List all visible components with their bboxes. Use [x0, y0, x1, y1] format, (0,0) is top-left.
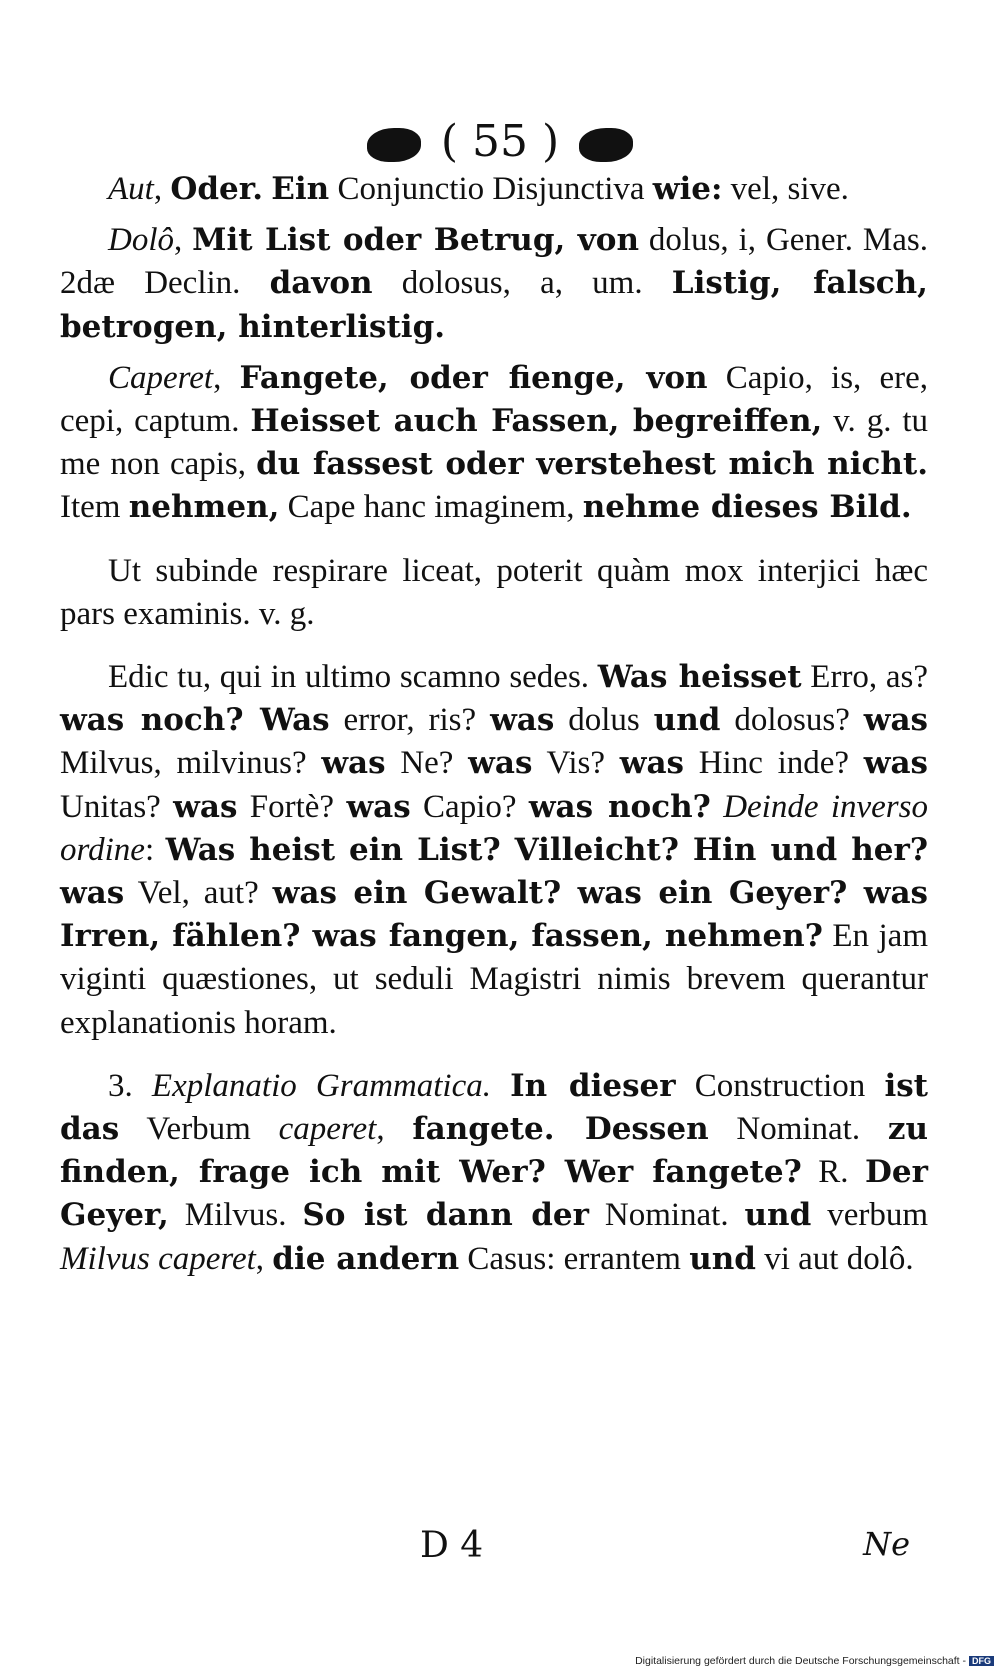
text-run: was	[619, 745, 684, 782]
text-run: was ein Gewalt? was ein Geyer? was Irren, fählen? was fangen, fassen, nehmen?	[60, 875, 928, 955]
paragraph-aut	[60, 168, 928, 211]
text-run: Fangete, oder fienge, von	[239, 359, 708, 396]
digitization-footer	[635, 1655, 994, 1667]
text-run: Deinde inverso ordine	[60, 788, 928, 868]
text-run: Item	[60, 489, 129, 526]
text-run: wie:	[652, 171, 723, 207]
text-run: Nominat.	[708, 1111, 888, 1148]
text-run: die andern	[272, 1240, 460, 1277]
text-run: was	[173, 788, 238, 825]
text-run: was noch?	[528, 788, 711, 825]
text-run: Listig, falsch, betrogen, hinterlistig.	[60, 265, 928, 345]
text-run: Heisset auch Fassen, begreiffen,	[250, 403, 823, 440]
text-run: davon	[269, 265, 373, 302]
text-run: v. g. tu me non capis,	[60, 403, 929, 483]
text-run: Oder.	[170, 171, 264, 207]
text-run: vel, sive.	[722, 171, 849, 207]
text-run: Milvus caperet	[60, 1240, 256, 1277]
text-run: Ut subinde respirare liceat, poterit quàm mox interjici hæc pars examinis. v. g.	[60, 552, 928, 632]
paragraph-edic	[60, 656, 928, 1045]
text-run: was	[490, 702, 555, 739]
ornament-left-icon	[367, 128, 421, 162]
text-run: Ein	[271, 171, 330, 207]
text-run: Edic tu, qui in ultimo scamno sedes.	[108, 659, 598, 696]
text-run: du fassest oder verstehest mich nicht.	[256, 446, 928, 483]
text-run: ,	[153, 171, 171, 207]
text-run: was	[321, 745, 386, 782]
text-run: ist das	[60, 1067, 928, 1148]
text-run: Erro, as?	[801, 659, 929, 696]
text-run: error, ris?	[329, 702, 491, 739]
text-run: dolus, i, Gener. Mas. 2dæ Declin.	[60, 222, 928, 302]
text-run: Explanatio Grammatica.	[151, 1067, 491, 1104]
dfg-logo: DFG	[969, 1656, 994, 1666]
text-run: Dolô	[108, 222, 174, 259]
text-run: Verbum	[119, 1111, 279, 1148]
text-run: nehme dieses Bild.	[582, 489, 912, 526]
text-run: En jam viginti quæstiones, ut seduli Magistri nimis brevem querantur explanationis horam.	[60, 918, 928, 1041]
page-header	[0, 112, 1000, 172]
text-run: dolosus?	[720, 702, 864, 739]
text-run: verbum	[811, 1197, 928, 1234]
page-number: ( 55 )	[440, 116, 560, 167]
text-run: Nominat.	[588, 1197, 745, 1234]
text-run: was	[346, 788, 411, 825]
text-run: nehmen,	[128, 489, 280, 526]
text-run: ,	[376, 1111, 413, 1148]
text-run: fangete. Dessen	[412, 1111, 709, 1148]
text-run: was	[468, 745, 533, 782]
text-run: was	[863, 745, 928, 782]
paragraph-dolo	[60, 219, 928, 349]
text-run: vi aut dolô.	[755, 1240, 914, 1277]
text-run: ,	[213, 359, 240, 396]
text-run: Conjunctio Disjunctiva	[329, 171, 653, 207]
text-run: zu finden, frage ich mit Wer? Wer fangete?	[60, 1111, 928, 1191]
text-run: was	[863, 702, 928, 739]
text-run: In dieser	[510, 1067, 676, 1104]
text-run: Capio?	[410, 788, 529, 825]
text-run: Der Geyer,	[60, 1154, 928, 1234]
text-run: Fortè?	[237, 788, 347, 825]
text-run: Cape hanc imaginem,	[279, 489, 583, 526]
paragraph-explanatio	[60, 1065, 928, 1281]
catchword: Ne	[863, 1525, 910, 1563]
text-run: und	[653, 702, 721, 739]
footer-text: Digitalisierung gefördert durch die Deutsche Forschungsgemeinschaft -	[635, 1655, 966, 1667]
text-run: dolosus, a, um.	[372, 265, 672, 302]
text-run: caperet	[278, 1111, 377, 1148]
text-run: So ist dann der	[302, 1197, 589, 1234]
text-run: Ne?	[385, 745, 469, 782]
text-run: Was heist ein List? Villeicht? Hin und her? was	[60, 831, 928, 912]
text-run: Capio, is, ere, cepi, captum.	[60, 359, 929, 440]
text-run: :	[144, 831, 166, 868]
page-bottom-marks	[0, 1525, 1000, 1575]
text-run: R.	[801, 1154, 866, 1191]
text-run: Hinc inde?	[684, 745, 864, 782]
paragraph-ut	[60, 550, 928, 636]
text-run: Unitas?	[60, 788, 174, 825]
text-run: Was heisset	[597, 659, 802, 696]
text-run: Casus: errantem	[459, 1240, 690, 1277]
text-run: Aut	[108, 171, 154, 207]
text-run: und	[689, 1240, 756, 1277]
text-run: 3.	[108, 1067, 152, 1104]
text-run: Caperet	[108, 359, 214, 396]
text-run: Mit List oder Betrug, von	[192, 222, 639, 259]
text-run: Construction	[675, 1067, 885, 1104]
text-run: Vis?	[532, 745, 620, 782]
text-run: Vel, aut?	[124, 875, 273, 912]
text-run: was noch? Was	[60, 702, 330, 739]
text-run: Milvus, milvinus?	[60, 745, 322, 782]
ornament-right-icon	[579, 128, 633, 162]
text-run: Milvus.	[168, 1197, 303, 1234]
text-run: ,	[174, 222, 193, 259]
text-run	[491, 1068, 510, 1104]
signature-mark: D 4	[420, 1525, 484, 1566]
text-run: und	[744, 1197, 812, 1234]
text-run	[711, 789, 723, 825]
paragraph-caperet	[60, 357, 928, 530]
text-run: ,	[255, 1240, 273, 1277]
body-text	[60, 168, 928, 1289]
text-run: dolus	[554, 702, 654, 739]
